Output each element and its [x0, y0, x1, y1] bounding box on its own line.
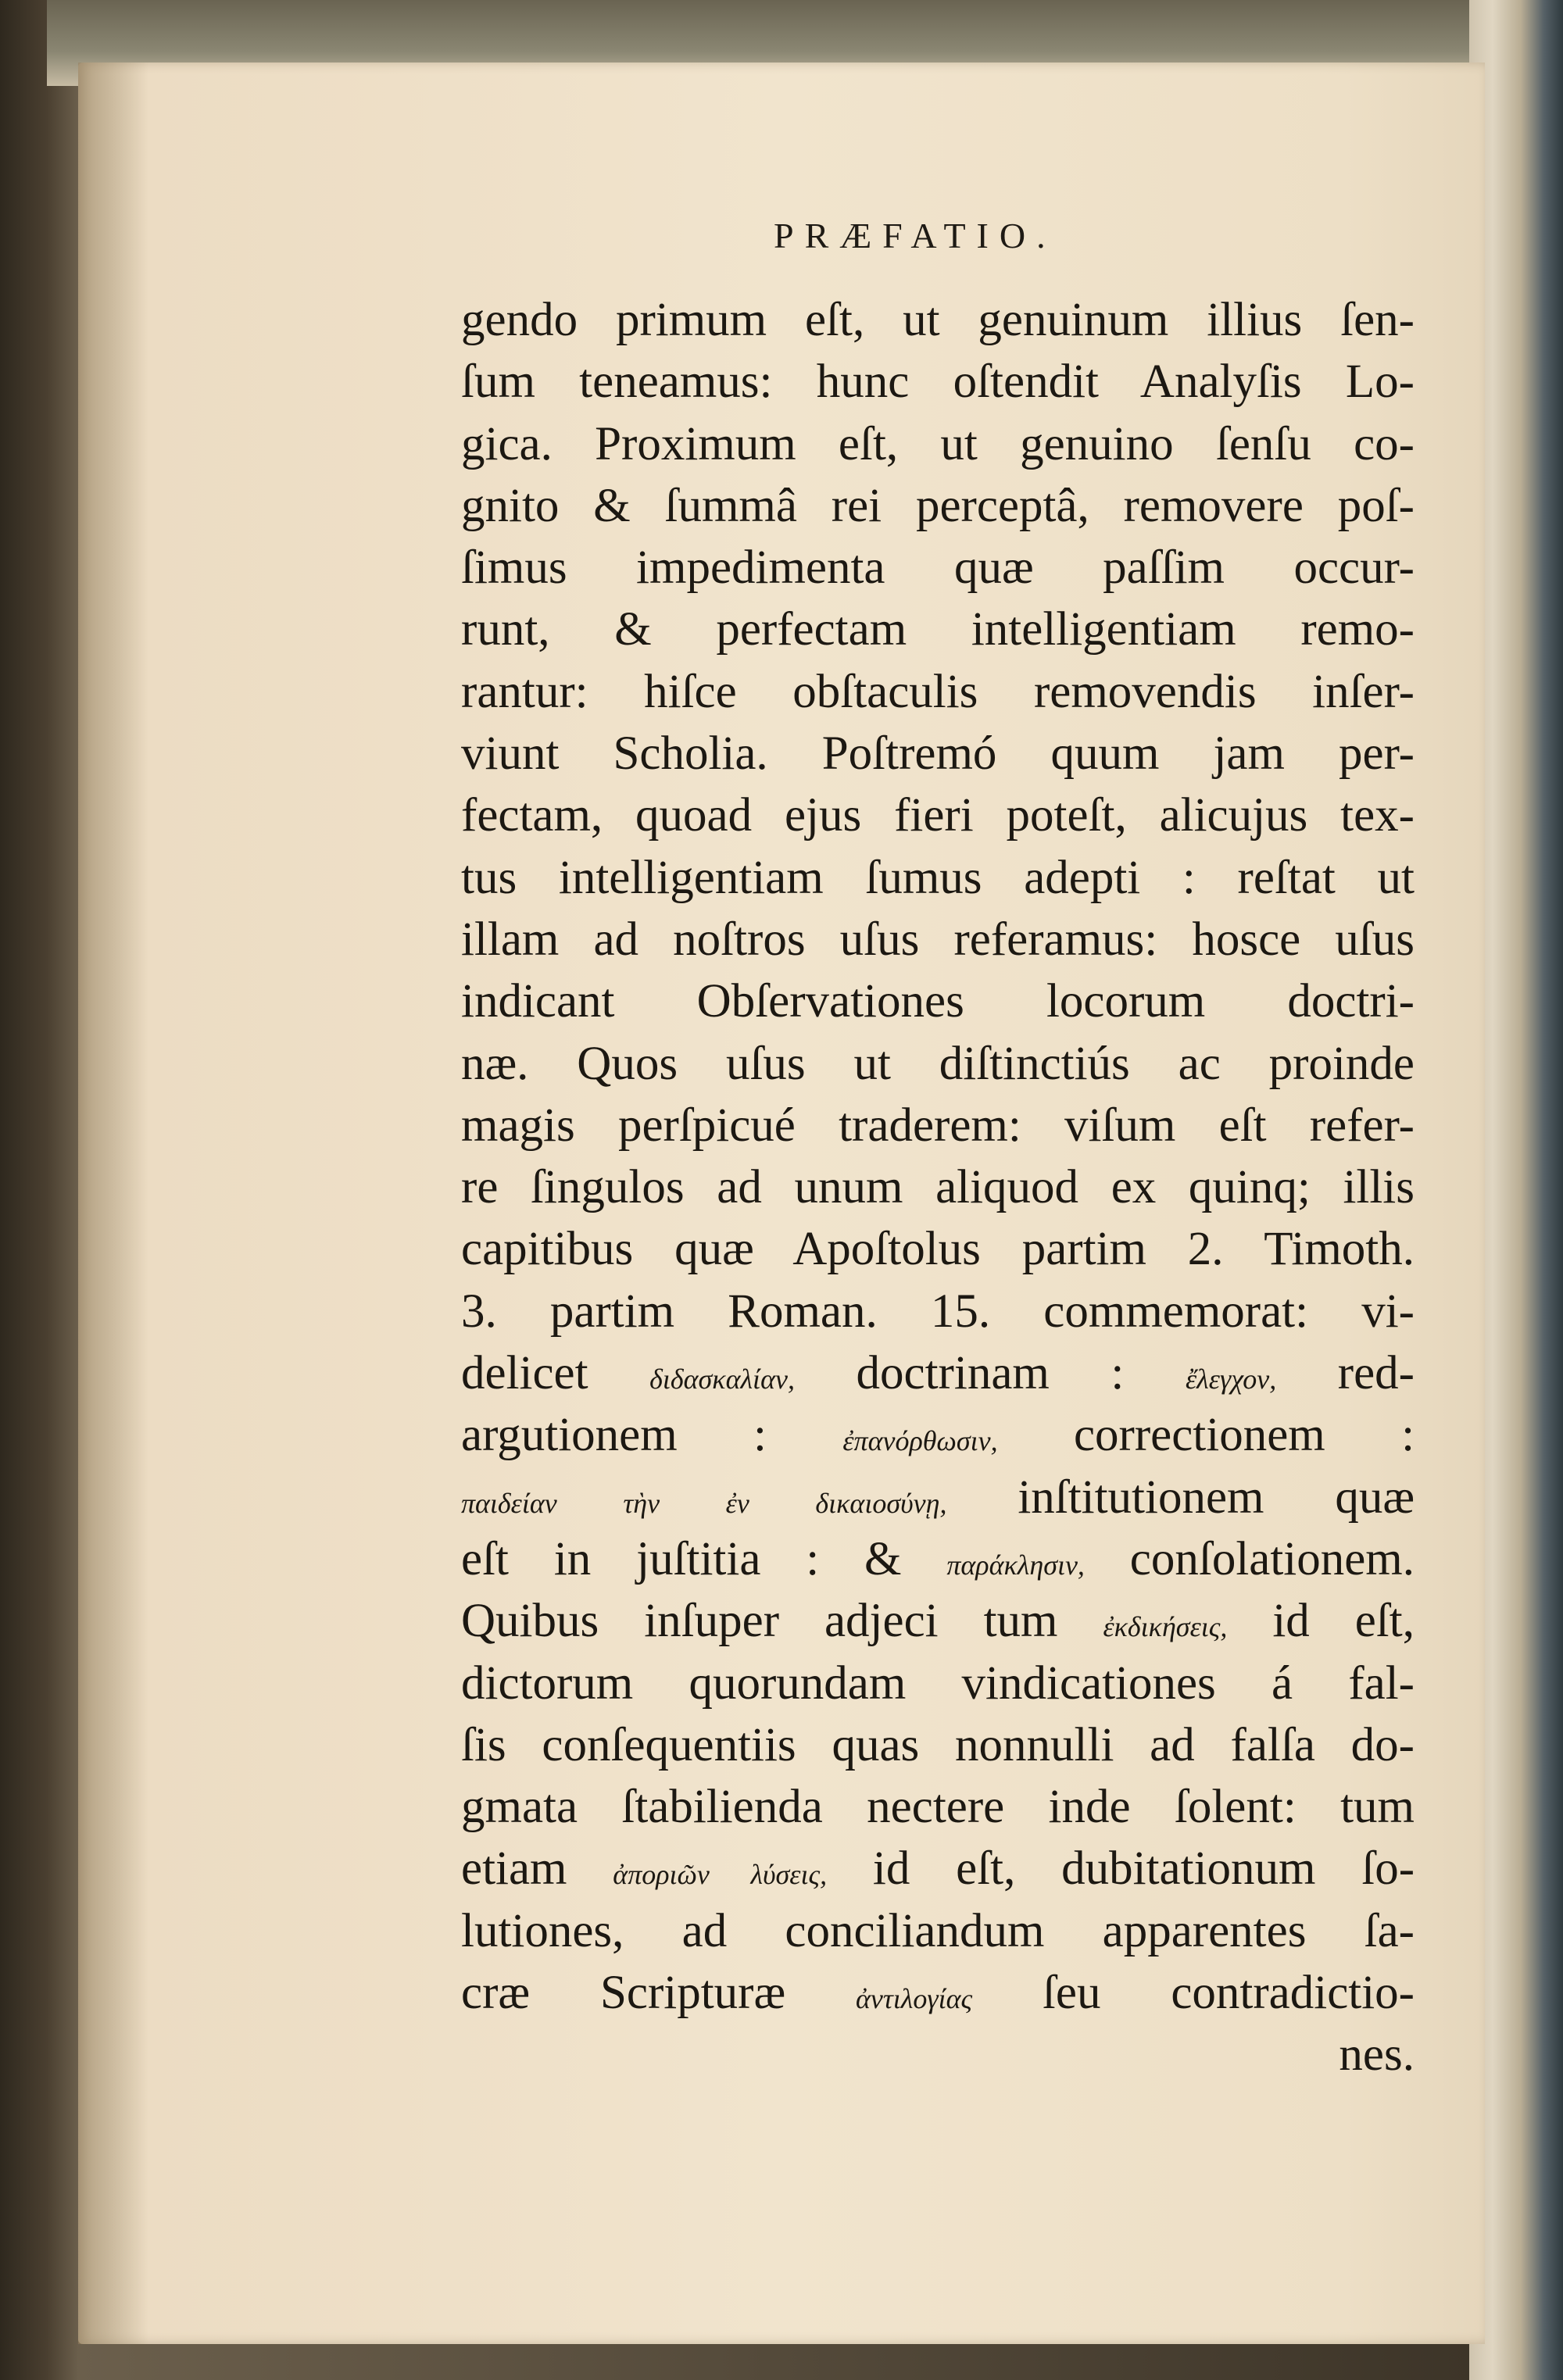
text-line	[461, 1528, 1415, 1590]
text-line: gnito & ſummâ rei perceptâ, removere poſ-	[461, 479, 1415, 532]
text-line	[461, 1590, 1415, 1652]
greek-word: ἀποριῶν λύσεις,	[613, 1859, 828, 1891]
text-line: lutiones, ad conciliandum apparentes ſa-	[461, 1904, 1415, 1957]
text-line: runt, & perfectam intelligentiam remo-	[461, 603, 1415, 656]
text-line: næ. Quos uſus ut diſtinctiús ac proinde	[461, 1037, 1415, 1090]
page-edge-shadow	[78, 63, 148, 2344]
greek-word: ἔλεγχον,	[1185, 1363, 1277, 1395]
greek-word: ἀντιλογίας	[856, 1983, 973, 2015]
text-line	[461, 1342, 1415, 1404]
text-line: gendo primum eſt, ut genuinum illius ſen-	[461, 294, 1415, 346]
text-line: illam ad noſtros uſus referamus: hosce uſus	[461, 913, 1415, 966]
text-line: capitibus quæ Apoſtolus partim 2. Timoth.	[461, 1223, 1415, 1276]
text-line: gmata ſtabilienda nectere inde ſolent: tum	[461, 1781, 1415, 1834]
greek-word: ἐκδικήσεις,	[1103, 1611, 1228, 1643]
line-text: id eſt, dubitationum ſo-	[872, 1842, 1415, 1896]
text-line: ſum teneamus: hunc oſtendit Analyſis Lo-	[461, 356, 1415, 409]
text-line: rantur: hiſce obſtaculis removendis inſer-	[461, 665, 1415, 718]
text-line: dictorum quorundam vindicationes á fal-	[461, 1656, 1415, 1710]
text-line: ſis conſequentiis quas nonnulli ad falſa do-	[461, 1718, 1415, 1771]
text-line: ſimus impedimenta quæ paſſim occur-	[461, 541, 1415, 595]
running-head: PRÆFATIO.	[774, 216, 1057, 256]
line-text: cræ Scripturæ	[461, 1967, 786, 2020]
line-text: id eſt,	[1272, 1595, 1415, 1648]
text-line	[461, 1962, 1415, 2024]
text-line: 3. partim Roman. 15. commemorat: vi-	[461, 1285, 1415, 1338]
line-text: red-	[1337, 1347, 1415, 1400]
text-line: indicant Obſervationes locorum doctri-	[461, 975, 1415, 1028]
greek-word: παράκλησιν,	[946, 1549, 1085, 1581]
line-text: conſolationem.	[1129, 1532, 1415, 1585]
text-line	[461, 1467, 1415, 1528]
line-text: ſeu contradictio-	[1042, 1967, 1415, 2020]
text-line	[461, 1838, 1415, 1899]
text-line	[461, 1404, 1415, 1466]
text-line: fectam, quoad ejus fieri poteſt, alicujus tex-	[461, 789, 1415, 842]
line-text: Quibus inſuper adjeci tum	[461, 1595, 1058, 1648]
line-text: inſtitutionem quæ	[1018, 1471, 1415, 1524]
line-text: etiam	[461, 1842, 567, 1896]
text-line: re ſingulos ad unum aliquod ex quinq; illis	[461, 1161, 1415, 1214]
line-text: delicet	[461, 1347, 588, 1400]
line-text: correctionem :	[1073, 1409, 1415, 1462]
greek-word: διδασκαλίαν,	[649, 1363, 795, 1395]
greek-word: παιδείαν τὴν ἐν δικαιοσύνῃ,	[461, 1487, 947, 1519]
text-block	[461, 289, 1415, 2086]
greek-word: ἐπανόρθωσιν,	[842, 1425, 998, 1457]
line-text: doctrinam :	[856, 1347, 1125, 1400]
text-line: tus intelligentiam ſumus adepti : reſtat ut	[461, 851, 1415, 904]
line-text: argutionem :	[461, 1409, 767, 1462]
text-line: viunt Scholia. Poſtremó quum jam per-	[461, 727, 1415, 781]
text-line: gica. Proximum eſt, ut genuino ſenſu co-	[461, 417, 1415, 470]
line-text: eſt in juſtitia : &	[461, 1532, 902, 1585]
text-line: magis perſpicué traderem: viſum eſt refer-	[461, 1099, 1415, 1152]
catchword: nes.	[1339, 2028, 1415, 2082]
